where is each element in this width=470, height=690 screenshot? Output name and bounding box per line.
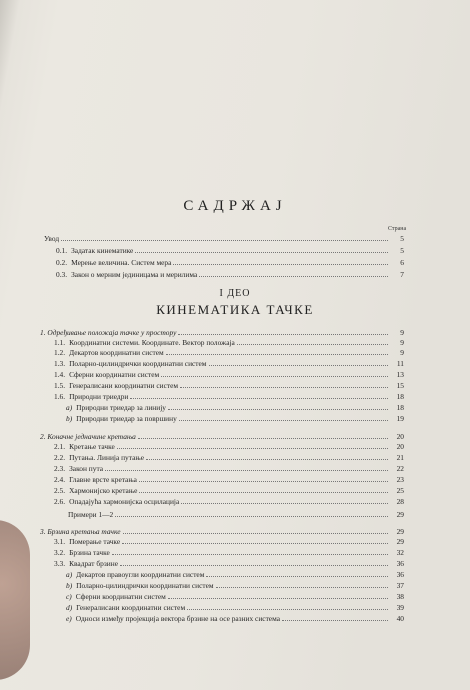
toc-entry: 1.6. Природни триедри 18: [54, 392, 404, 401]
toc-entry: 3.1. Померање тачке 29: [54, 537, 404, 546]
part-label: I ДЕО: [219, 288, 251, 299]
toc-entry: 1.5. Генералисани координатни систем 15: [54, 381, 404, 390]
toc-subentry: a) Декартов правоугли координатни систем 36: [66, 570, 404, 579]
toc-entry: 1.1. Координатни системи. Координате. Вектор положаја 9: [54, 338, 404, 347]
toc-subentry: a) Природни триедар за линију 18: [66, 403, 404, 412]
toc-entry: 2.5. Хармонијско кретање 25: [54, 486, 404, 495]
toc-chapter: 3. Брзина кретања тачке 29: [40, 527, 404, 536]
toc-subentry: d) Генералисани координатни систем 39: [66, 603, 404, 612]
toc-entry-intro: Увод 5: [44, 234, 404, 243]
toc-entry: 1.3. Поларно-цилиндрички координатни систем 11: [54, 359, 404, 368]
toc-entry: 2.4. Главне врсте кретања 23: [54, 475, 404, 484]
toc-entry: 0.1. Задатак кинематике 5: [56, 246, 404, 255]
toc-entry: 1.4. Сферни координатни систем 13: [54, 370, 404, 379]
toc-subentry: b) Природни триедар за површину 19: [66, 414, 404, 423]
toc-entry: 1.2. Декартов координатни систем 9: [54, 348, 404, 357]
toc-subentry: c) Сферни координатни систем 38: [66, 592, 404, 601]
toc-entry: 2.3. Закон пута 22: [54, 464, 404, 473]
toc-subentry: b) Поларно-цилиндрички координатни систем 37: [66, 581, 404, 590]
contents-title: САДРЖАЈ: [183, 198, 287, 214]
toc-entry: 0.2. Мерење величина. Систем мера 6: [56, 258, 404, 267]
toc-chapter: 1. Одређивање положаја тачке у простору 9: [40, 328, 404, 337]
toc-entry: 0.3. Закон о мерним јединицама и мерилима 7: [56, 270, 404, 279]
toc-entry: 2.6. Опадајућа хармонијска осцилација 28: [54, 497, 404, 506]
toc-entry: 3.2. Брзина тачке 32: [54, 548, 404, 557]
thumb-shadow: [0, 520, 30, 680]
toc-entry-examples: Примери 1—2 29: [68, 510, 404, 519]
toc-subentry: e) Односи између пројекција вектора брзине на осе разних система 40: [66, 614, 404, 623]
page-column-header: Страна: [388, 226, 407, 232]
toc-chapter: 2. Коначне једначине кретања 20: [40, 432, 404, 441]
toc-entry: 2.1. Кретање тачке 20: [54, 442, 404, 451]
part-title: КИНЕМАТИКА ТАЧКЕ: [156, 302, 314, 317]
toc-entry: 2.2. Путања. Линија путање 21: [54, 453, 404, 462]
toc-entry: 3.3. Квадрат брзине 36: [54, 559, 404, 568]
